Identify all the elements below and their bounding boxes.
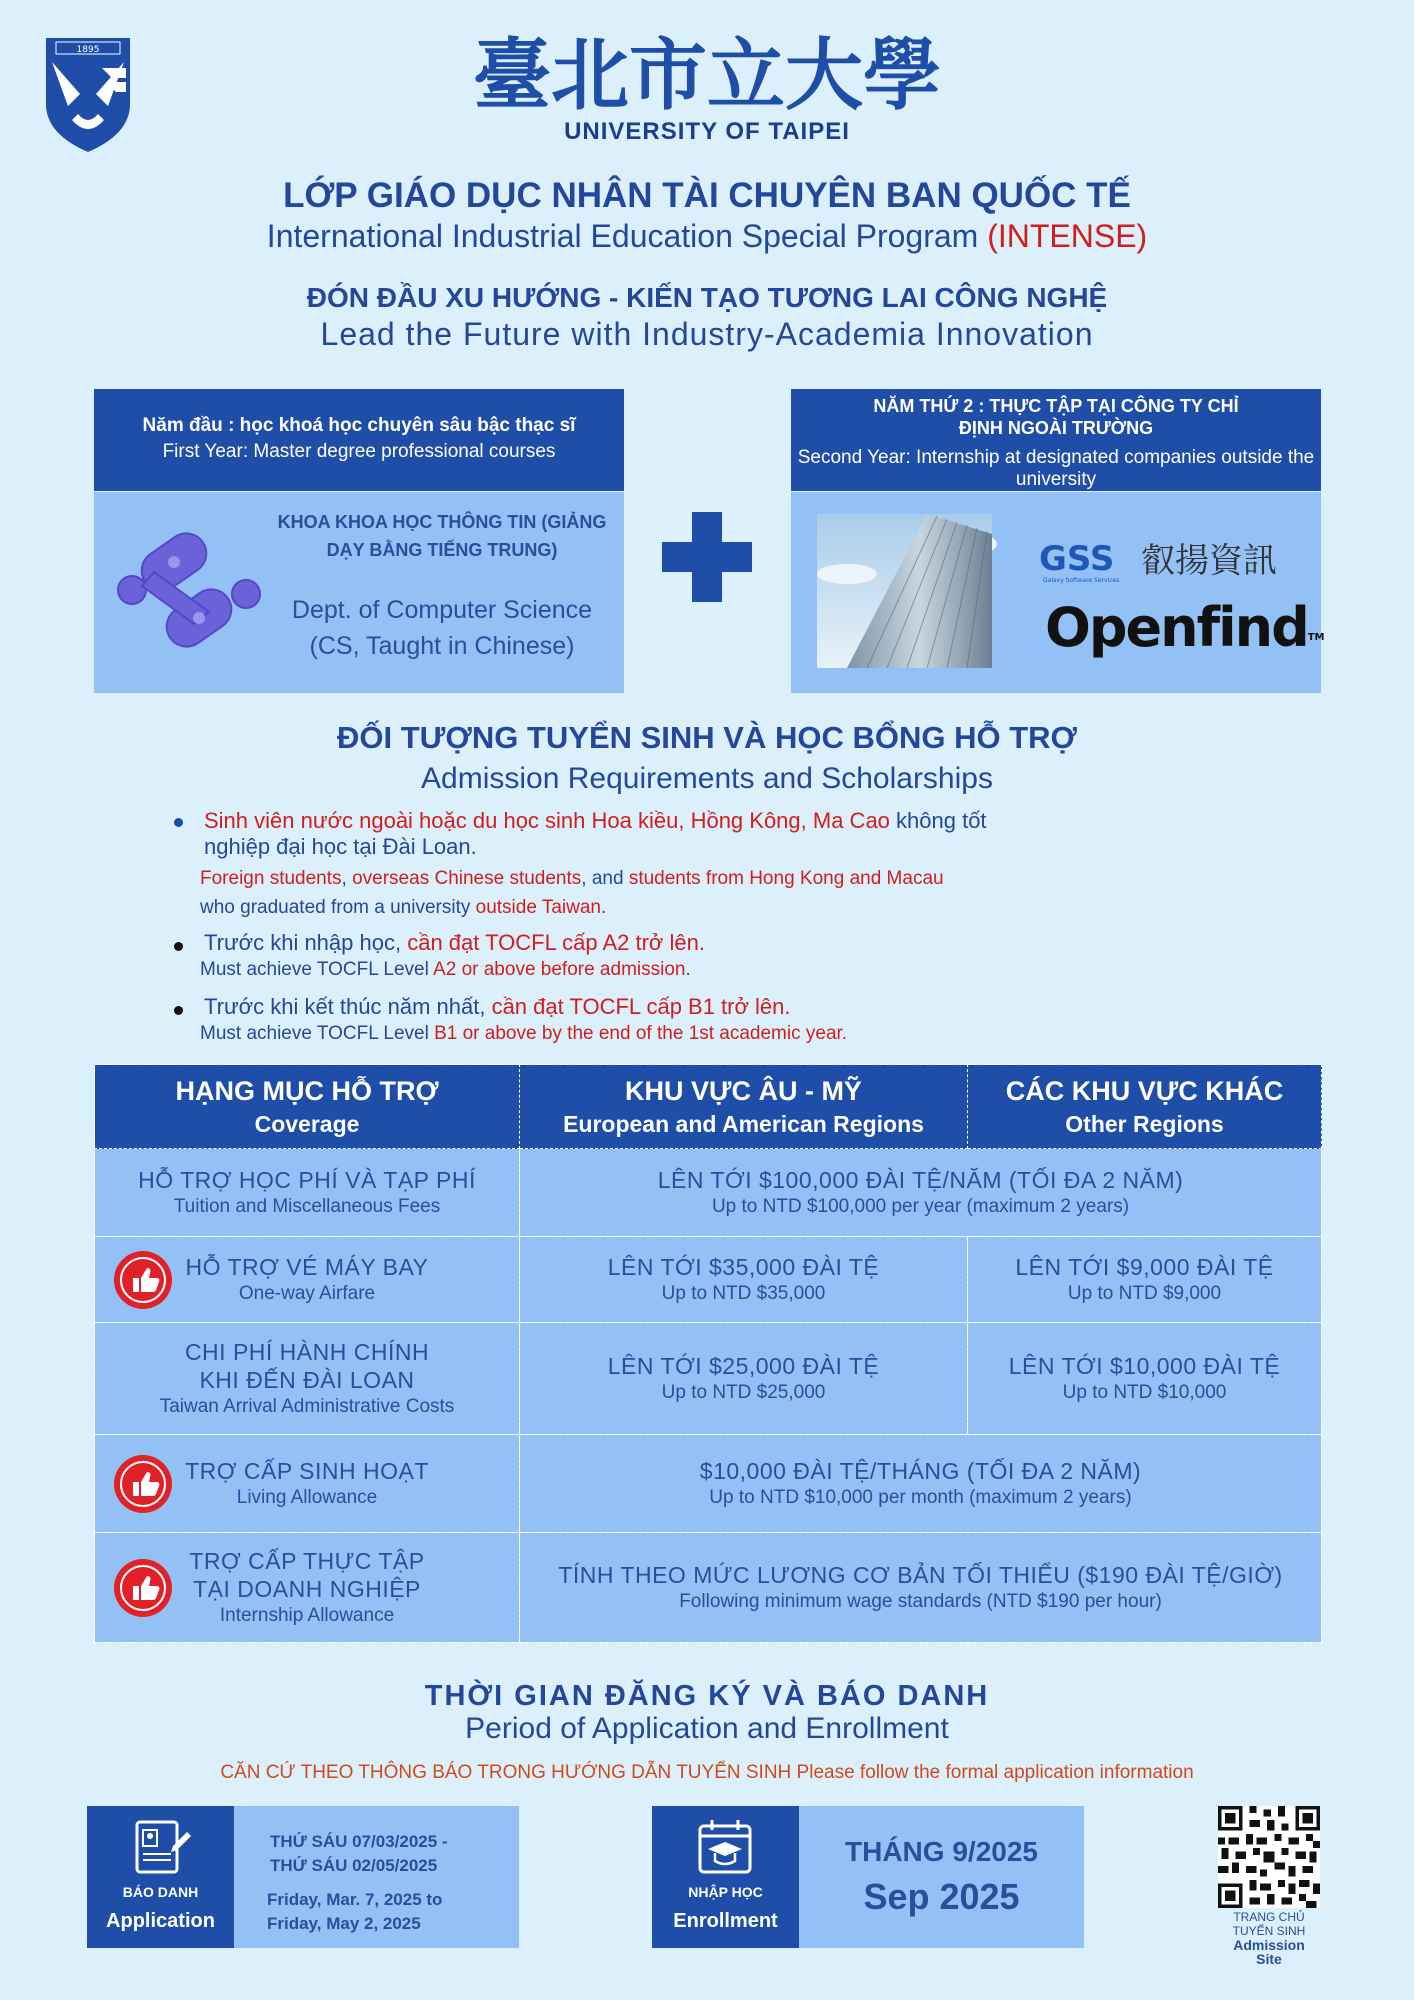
row-label-vi-2: KHI ĐẾN ĐÀI LOAN xyxy=(199,1366,415,1393)
row-value-vi: LÊN TỚI $100,000 ĐÀI TỆ/NĂM (TỐI ĐA 2 NĂM) xyxy=(657,1166,1184,1193)
requirement-1-vi xyxy=(204,808,987,834)
plus-icon xyxy=(662,512,752,602)
row-label-vi-1: TRỢ CẤP THỰC TẬP xyxy=(189,1547,425,1574)
admission-heading-vi: ĐỐI TƯỢNG TUYỂN SINH VÀ HỌC BỔNG HỖ TRỢ xyxy=(337,720,1077,755)
enrollment-date-vi: THÁNG 9/2025 xyxy=(845,1836,1038,1867)
req1-en-a: Foreign students xyxy=(200,868,342,889)
application-dates-box xyxy=(234,1806,519,1948)
table-row xyxy=(95,1435,1322,1533)
second-year-body xyxy=(791,492,1325,693)
application-form-icon xyxy=(129,1816,191,1880)
dept-name-vi: KHOA KHOA HỌC THÔNG TIN (GIẢNG DẠY BẰNG TIẾNG TRUNG) xyxy=(277,512,607,560)
first-year-heading-en: First Year: Master degree professional courses xyxy=(162,441,556,462)
slogan-en: Lead the Future with Industry-Academia Innovation xyxy=(320,316,1094,352)
logo-year: 1895 xyxy=(76,45,100,55)
office-building-image xyxy=(817,514,992,668)
program-title-en xyxy=(0,218,1414,255)
req2-vi-a: Trước khi nhập học, xyxy=(204,930,408,955)
requirement-1 xyxy=(176,808,1096,928)
req1-en-l2b: outside Taiwan xyxy=(475,897,601,918)
second-year-heading-en: Second Year: Internship at designated companies outside the university xyxy=(797,447,1315,490)
qr-caption xyxy=(1190,1910,1348,1966)
row-label-en: Living Allowance xyxy=(236,1486,378,1508)
requirement-1-en xyxy=(200,864,944,893)
application-dates-vi-2: THỨ SÁU 02/05/2025 xyxy=(270,1856,438,1875)
req3-vi-b: cần đạt TOCFL cấp B1 trở lên. xyxy=(491,994,791,1019)
program-title-en-main: International Industrial Education Special Program xyxy=(266,218,988,254)
requirement-1-vi-line2: nghiệp đại học tại Đài Loan. xyxy=(204,834,477,859)
application-dates-en-2: Friday, May 2, 2025 xyxy=(267,1914,421,1933)
openfind-company-logo xyxy=(1045,596,1325,659)
bullet-icon xyxy=(174,818,183,827)
gss-company-logo xyxy=(1039,536,1289,586)
second-year-header xyxy=(791,389,1321,491)
row-internship-label xyxy=(95,1533,520,1643)
header-coverage-en: Coverage xyxy=(254,1110,360,1137)
qr-caption-vi-1: TRANG CHỦ xyxy=(1233,1910,1305,1924)
header-coverage-vi: HẠNG MỤC HỖ TRỢ xyxy=(175,1075,439,1106)
row-label-vi: HỖ TRỢ VÉ MÁY BAY xyxy=(185,1253,429,1280)
header-eu-us xyxy=(520,1065,968,1149)
header-other-en: Other Regions xyxy=(1065,1110,1224,1137)
application-dates-en-1: Friday, Mar. 7, 2025 to xyxy=(267,1890,443,1909)
thumbs-up-badge-icon xyxy=(113,1250,173,1310)
enrollment-label-en: Enrollment xyxy=(673,1910,778,1932)
application-dates-en xyxy=(267,1888,442,1936)
requirement-3-en xyxy=(200,1019,847,1048)
application-dates-vi-1: THỨ SÁU 07/03/2025 - xyxy=(270,1832,448,1851)
req2-en-c: . xyxy=(685,959,691,980)
header-eu-us-en: European and American Regions xyxy=(563,1110,924,1137)
table-header-row xyxy=(95,1065,1322,1149)
period-note-en: Please follow the formal application information xyxy=(791,1762,1194,1783)
qr-caption-en-2: Site xyxy=(1256,1951,1282,1967)
row-other-en: Up to NTD $9,000 xyxy=(1067,1282,1222,1304)
row-internship-value xyxy=(520,1533,1322,1643)
university-cjk-name xyxy=(472,26,942,122)
row-tuition-value xyxy=(520,1149,1322,1237)
row-label-vi: TRỢ CẤP SINH HOẠT xyxy=(185,1457,429,1484)
row-other-vi: LÊN TỚI $10,000 ĐÀI TỆ xyxy=(1008,1352,1281,1379)
period-note-vi: CĂN CỨ THEO THÔNG BÁO TRONG HƯỚNG DẪN TUYỂN SINH xyxy=(220,1762,792,1783)
openfind-name: Openfind xyxy=(1045,596,1308,659)
requirement-2-vi xyxy=(204,930,705,956)
application-label-vi: BÁO DANH xyxy=(122,1884,199,1900)
period-heading-en: Period of Application and Enrollment xyxy=(465,1712,949,1745)
table-row xyxy=(95,1533,1322,1643)
req2-en-a: Must achieve TOCFL Level xyxy=(200,959,434,980)
admission-site-qr-code[interactable] xyxy=(1218,1806,1320,1908)
req1-vi-red: Sinh viên nước ngoài hoặc du học sinh Hoa kiều, Hồng Kông, Ma Cao xyxy=(204,808,890,833)
thumbs-up-badge-icon xyxy=(113,1454,173,1514)
row-value-en: Following minimum wage standards (NTD $190 per hour) xyxy=(679,1590,1162,1612)
openfind-tm: TM xyxy=(1307,632,1325,643)
application-dates-vi xyxy=(270,1830,448,1878)
req1-en-e: students from Hong Kong and Macau xyxy=(628,868,944,889)
qr-caption-en-1: Admission xyxy=(1233,1937,1305,1953)
row-eu-vi: LÊN TỚI $25,000 ĐÀI TỆ xyxy=(607,1352,880,1379)
row-tuition-label xyxy=(95,1149,520,1237)
first-year-header xyxy=(94,389,624,491)
row-value-en: Up to NTD $100,000 per year (maximum 2 years) xyxy=(711,1195,1130,1217)
row-other-en: Up to NTD $10,000 xyxy=(1062,1381,1227,1403)
dept-name-en-line1: Dept. of Computer Science xyxy=(291,596,593,624)
row-airfare-eu xyxy=(520,1237,968,1323)
table-row xyxy=(95,1237,1322,1323)
header-coverage xyxy=(95,1065,520,1149)
req1-en-b: , xyxy=(341,868,353,889)
requirement-2-en xyxy=(200,955,691,984)
scholarship-table xyxy=(94,1064,1322,1643)
gss-subtitle: Galaxy Software Services xyxy=(1043,577,1120,584)
gss-mark: GSS xyxy=(1039,539,1115,579)
req3-vi-a: Trước khi kết thúc năm nhất, xyxy=(204,994,492,1019)
row-airfare-other xyxy=(968,1237,1322,1323)
header-other-vi: CÁC KHU VỰC KHÁC xyxy=(1005,1075,1284,1106)
program-title-vi: LỚP GIÁO DỤC NHÂN TÀI CHUYÊN BAN QUỐC TẾ xyxy=(283,176,1131,215)
row-airfare-label xyxy=(95,1237,520,1323)
qr-caption-vi-2: TUYỂN SINH xyxy=(1232,1924,1306,1938)
university-english-name: UNIVERSITY OF TAIPEI xyxy=(564,118,850,145)
cs-department-logo xyxy=(114,512,264,672)
university-cjk-text: 臺北市立大學 xyxy=(472,30,942,121)
program-title-en-highlight: (INTENSE) xyxy=(987,218,1148,254)
application-label-en: Application xyxy=(106,1910,215,1932)
period-heading-vi: THỜI GIAN ĐĂNG KÝ VÀ BÁO DANH xyxy=(424,1680,990,1712)
row-living-label xyxy=(95,1435,520,1533)
table-row xyxy=(95,1323,1322,1435)
row-value-en: Up to NTD $10,000 per month (maximum 2 years) xyxy=(709,1486,1132,1508)
req1-vi-rest: không tốt xyxy=(889,808,987,833)
first-year-heading-vi: Năm đầu : học khoá học chuyên sâu bậc thạc sĩ xyxy=(142,415,576,436)
req2-en-b: A2 or above before admission xyxy=(433,959,686,980)
dept-name-en xyxy=(262,592,622,664)
req1-en-c: overseas Chinese students xyxy=(352,868,582,889)
enrollment-date-box xyxy=(799,1806,1084,1948)
row-label-vi-2: TẠI DOANH NGHIỆP xyxy=(193,1575,421,1602)
req3-en-a: Must achieve TOCFL Level xyxy=(200,1023,435,1044)
row-label-en: One-way Airfare xyxy=(238,1282,376,1304)
gss-cjk-name: 叡揚資訊 xyxy=(1141,541,1277,581)
enrollment-label-vi: NHẬP HỌC xyxy=(688,1884,763,1900)
application-label-box xyxy=(87,1806,234,1948)
row-eu-en: Up to NTD $25,000 xyxy=(661,1381,826,1403)
requirement-2 xyxy=(176,930,1096,990)
req1-en-l2a: who graduated from a university xyxy=(200,897,476,918)
req1-en-d: , and xyxy=(581,868,629,889)
req1-en-l2c: . xyxy=(601,897,607,918)
bullet-icon xyxy=(174,942,183,951)
req3-en-b: B1 or above by the end of the 1st academic year. xyxy=(434,1023,848,1044)
slogan-vi: ĐÓN ĐẦU XU HƯỚNG - KIẾN TẠO TƯƠNG LAI CÔNG NGHỆ xyxy=(306,282,1108,313)
requirement-3 xyxy=(176,994,1096,1054)
row-admin-other xyxy=(968,1323,1322,1435)
admission-heading-en: Admission Requirements and Scholarships xyxy=(421,762,993,795)
header-eu-us-vi: KHU VỰC ÂU - MỸ xyxy=(625,1075,862,1106)
row-admin-label xyxy=(95,1323,520,1435)
second-year-heading-vi: NĂM THỨ 2 : THỰC TẬP TẠI CÔNG TY CHỈ ĐỊNH NGOÀI TRƯỜNG xyxy=(873,396,1239,438)
enrollment-label-box xyxy=(652,1806,799,1948)
requirement-1-en-line2 xyxy=(200,893,606,922)
row-label-vi-1: CHI PHÍ HÀNH CHÍNH xyxy=(184,1338,430,1365)
first-year-body xyxy=(94,492,624,693)
row-label-en: Taiwan Arrival Administrative Costs xyxy=(159,1395,455,1417)
table-row xyxy=(95,1149,1322,1237)
row-label-en: Internship Allowance xyxy=(219,1604,395,1626)
bullet-icon xyxy=(174,1006,183,1015)
row-eu-vi: LÊN TỚI $35,000 ĐÀI TỆ xyxy=(607,1253,880,1280)
row-other-vi: LÊN TỚI $9,000 ĐÀI TỆ xyxy=(1015,1253,1274,1280)
enrollment-date-en: Sep 2025 xyxy=(863,1876,1020,1917)
row-living-value xyxy=(520,1435,1322,1533)
req2-vi-b: cần đạt TOCFL cấp A2 trở lên. xyxy=(407,930,705,955)
row-value-vi: $10,000 ĐÀI TỆ/THÁNG (TỐI ĐA 2 NĂM) xyxy=(699,1457,1142,1484)
row-value-vi: TÍNH THEO MỨC LƯƠNG CƠ BẢN TỐI THIỂU ($190 ĐÀI TỆ/GIỜ) xyxy=(558,1561,1283,1588)
thumbs-up-badge-icon xyxy=(113,1558,173,1618)
row-label-en: Tuition and Miscellaneous Fees xyxy=(173,1195,441,1217)
row-eu-en: Up to NTD $35,000 xyxy=(661,1282,826,1304)
period-note xyxy=(0,1762,1414,1784)
header-other xyxy=(968,1065,1322,1149)
dept-name-en-line2: (CS, Taught in Chinese) xyxy=(309,632,575,660)
row-label-vi: HỖ TRỢ HỌC PHÍ VÀ TẠP PHÍ xyxy=(138,1166,476,1193)
calendar-graduation-icon xyxy=(694,1816,756,1880)
requirement-3-vi xyxy=(204,994,791,1020)
row-admin-eu xyxy=(520,1323,968,1435)
